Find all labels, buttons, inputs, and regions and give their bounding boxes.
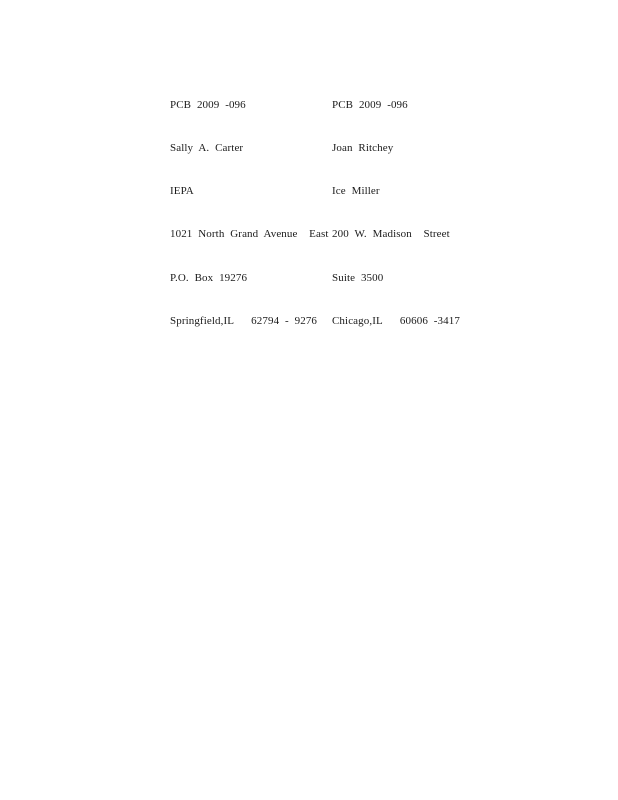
address-block-left <box>170 69 329 357</box>
recipient-name: Joan Ritchey <box>332 142 394 155</box>
organization: IEPA <box>170 185 194 198</box>
city-state-zip: Chicago,IL 60606 -3417 <box>332 314 460 327</box>
po-box: P.O. Box 19276 <box>170 271 248 284</box>
suite: Suite 3500 <box>332 271 384 284</box>
case-number: PCB 2009 -096 <box>170 98 246 111</box>
organization: Ice Miller <box>332 185 380 198</box>
address-block-right <box>332 69 460 357</box>
case-number: PCB 2009 -096 <box>332 98 408 111</box>
city-state-zip: Springfield,IL 62794 - 9276 <box>170 314 318 327</box>
street-address: 1021 North Grand Avenue East <box>170 228 329 241</box>
street-address: 200 W. Madison Street <box>332 228 450 241</box>
recipient-name: Sally A. Carter <box>170 142 244 155</box>
